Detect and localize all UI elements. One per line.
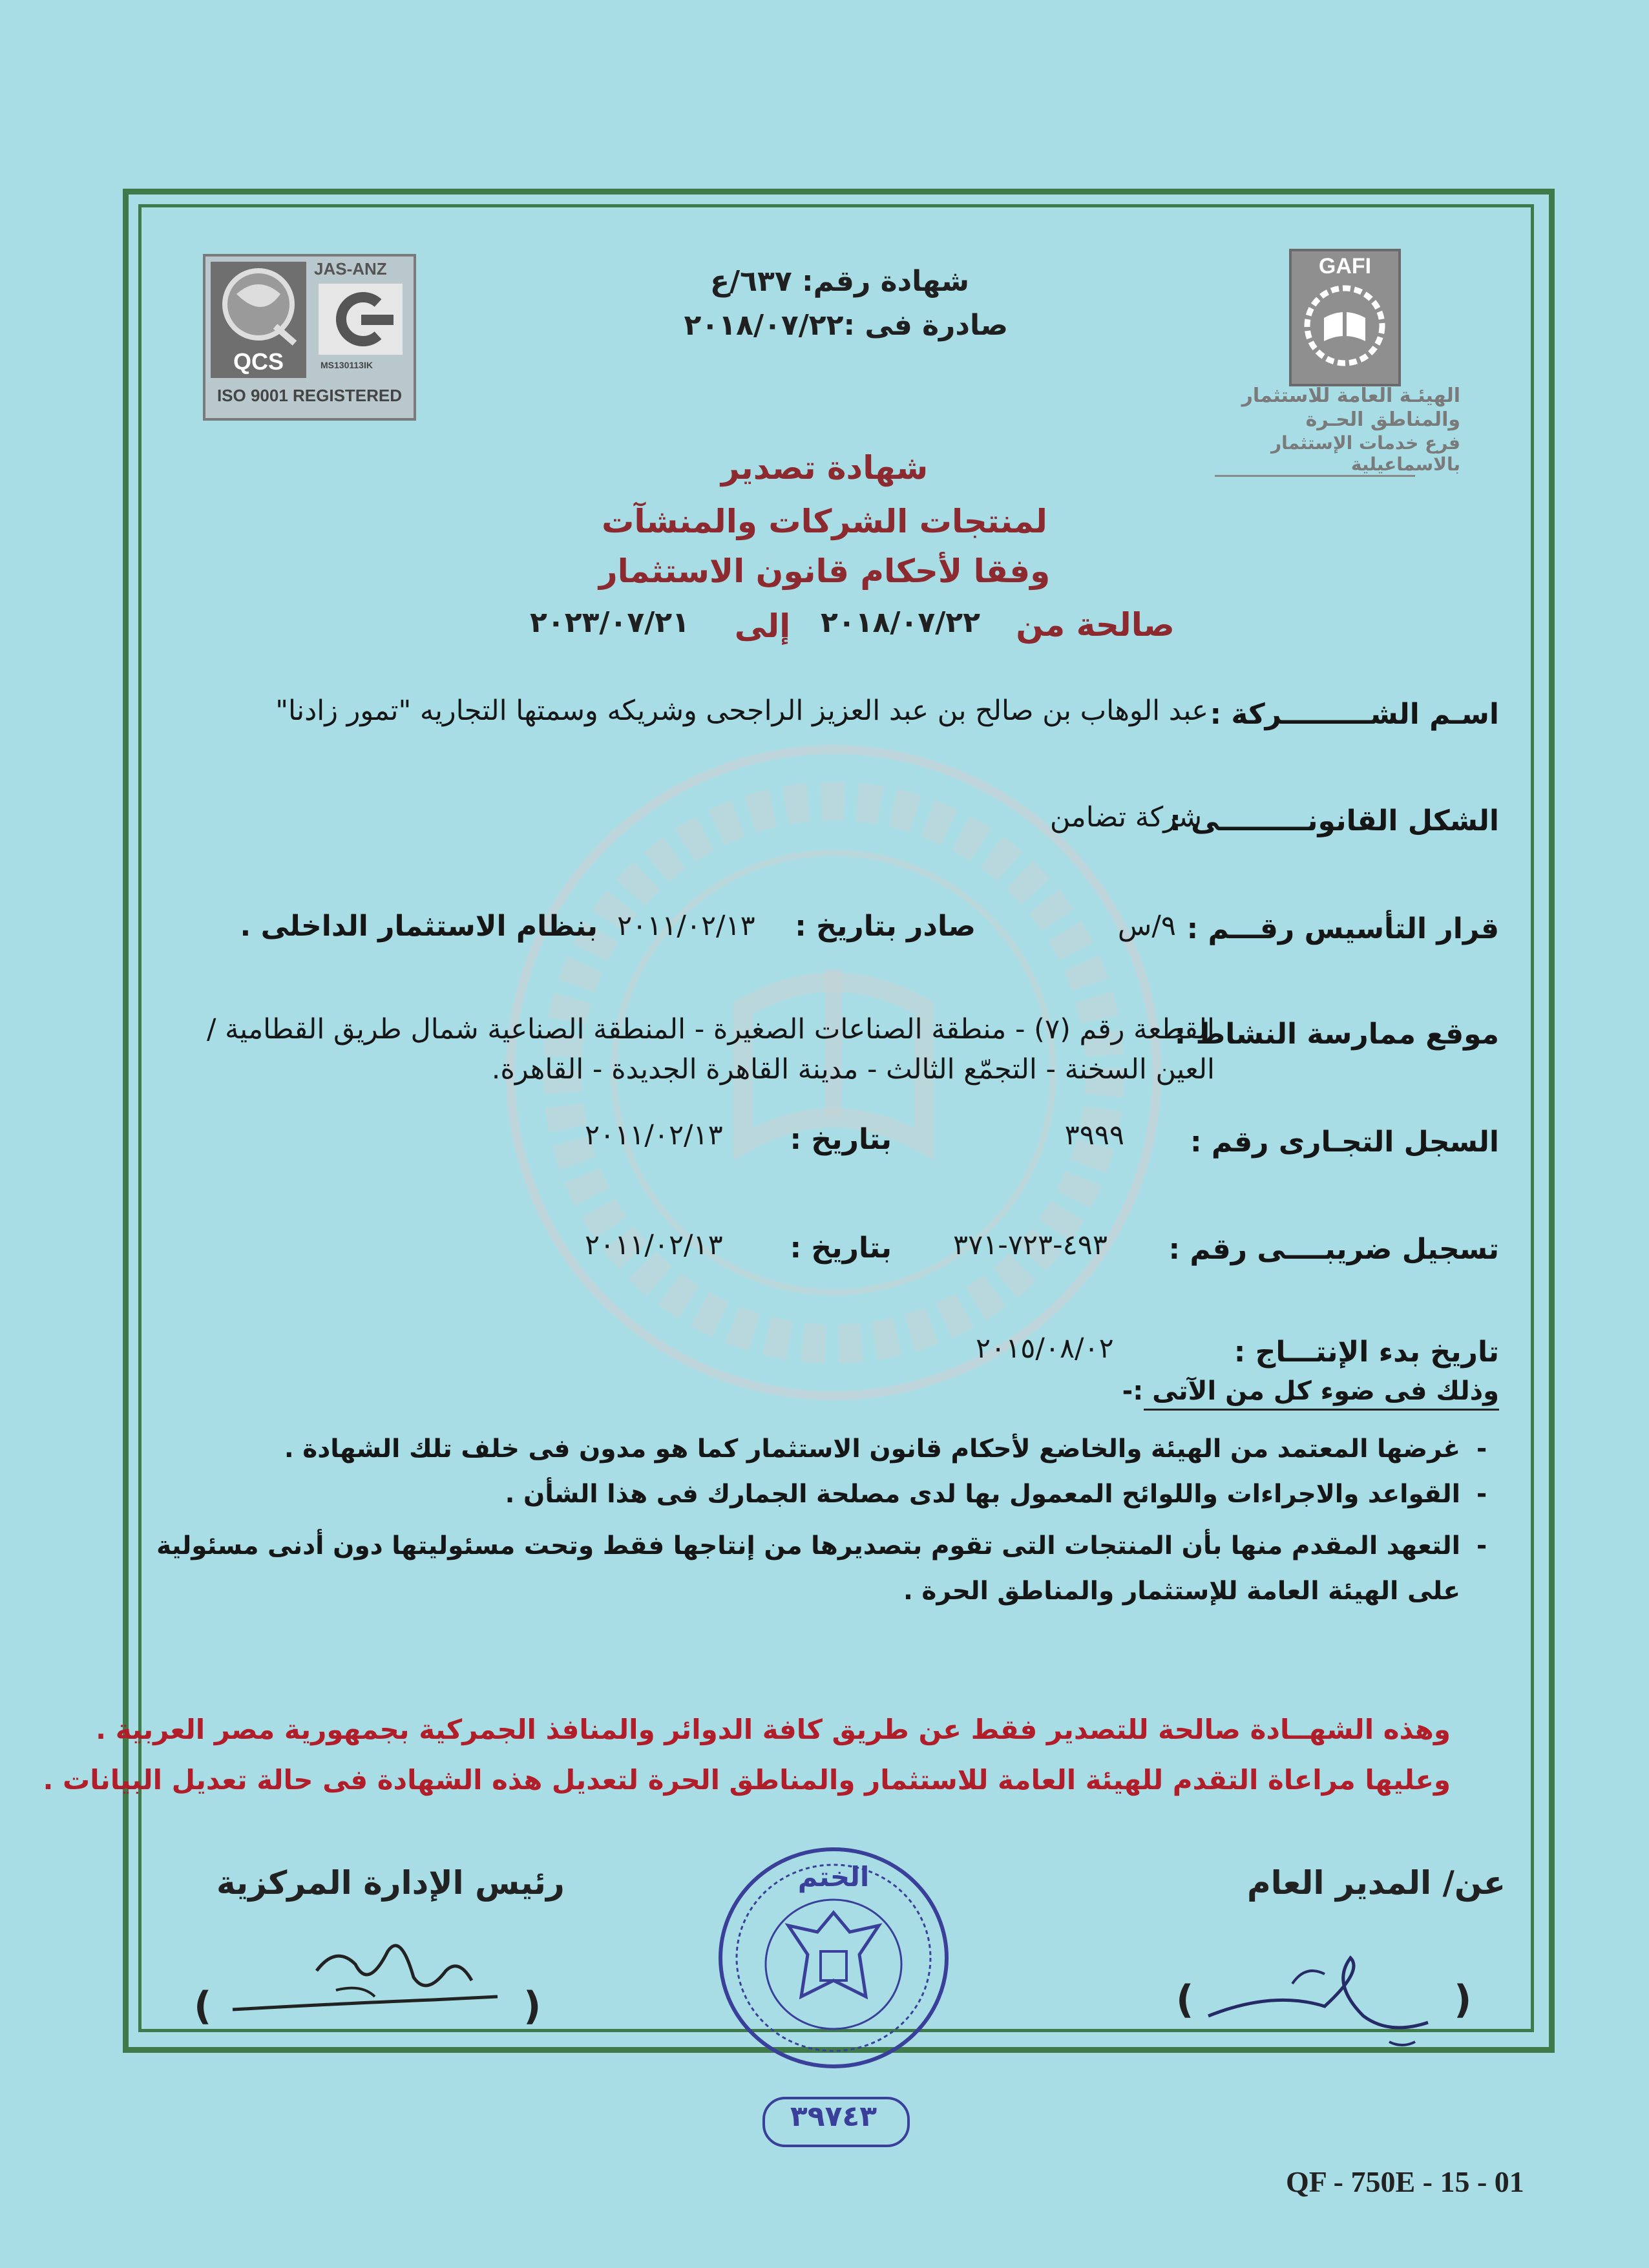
condition-2-dash: - bbox=[1476, 1480, 1487, 1509]
jas-anz-icon bbox=[319, 284, 403, 355]
commercial-register-number: ٣٩٩٩ bbox=[1064, 1119, 1124, 1151]
activity-location-label: موقع ممارسة النشاط : bbox=[1174, 1018, 1499, 1051]
commercial-register-date: ٢٠١١/٠٢/١٣ bbox=[585, 1119, 723, 1151]
stamp-label: الختم bbox=[797, 1861, 870, 1893]
validity-note-1: وهذه الشهــادة صالحة للتصدير فقط عن طريق كافة الدوائر والمنافذ الجمركية بجمهورية مصر العربية . bbox=[96, 1714, 1451, 1745]
qcs-badge-text: QCS bbox=[233, 348, 284, 375]
authority-underline bbox=[1215, 475, 1415, 477]
conditions-intro: وذلك فى ضوء كل من الآتى :- bbox=[1122, 1376, 1499, 1406]
tax-date-label: بتاريخ : bbox=[790, 1232, 892, 1265]
condition-2: القواعد والاجراءات واللوائح المعمول بها لدى مصلحة الجمارك فى هذا الشأن . bbox=[505, 1480, 1460, 1509]
conditions-intro-underline bbox=[1144, 1409, 1499, 1411]
title-line-3: وفقا لأحكام قانون الاستثمار bbox=[598, 552, 1051, 590]
general-manager-signature bbox=[1195, 1945, 1447, 2055]
condition-1: غرضها المعتمد من الهيئة والخاضع لأحكام قانون الاستثمار كما هو مدون فى خلف تلك الشهادة . bbox=[284, 1434, 1460, 1464]
gafi-logo bbox=[1289, 249, 1401, 386]
authority-name-1: الهيئـة العامة للاستثمار bbox=[1241, 384, 1460, 407]
founding-date: ٢٠١١/٠٢/١٣ bbox=[617, 910, 755, 942]
serial-number: ٣٩٧٤٣ bbox=[790, 2100, 877, 2133]
activity-location-line-2: العين السخنة - التجمّع الثالث - مدينة القاهرة الجديدة - القاهرة. bbox=[491, 1053, 1215, 1086]
investment-system: بنظام الاستثمار الداخلى . bbox=[240, 910, 598, 943]
validity-note-2: وعليها مراعاة التقدم للهيئة العامة للاستثمار والمناطق الحرة لتعديل هذه الشهادة فى حالة تعديل البيانات . bbox=[43, 1764, 1451, 1796]
official-stamp bbox=[711, 1835, 956, 2074]
form-code: QF - 750E - 15 - 01 bbox=[1286, 2165, 1524, 2198]
condition-3-continued: على الهيئة العامة للإستثمار والمناطق الحرة . bbox=[903, 1577, 1460, 1606]
iso-registered: ISO 9001 REGISTERED bbox=[216, 386, 403, 405]
founding-decree-label: قرار التأسيس رقـــم : bbox=[1186, 912, 1499, 945]
validity-from-label: صالحة من bbox=[1016, 606, 1175, 644]
issue-date: صادرة فى :٢٠١٨/٠٧/٢٢ bbox=[684, 309, 1008, 342]
central-administration-signature bbox=[220, 1919, 523, 2048]
founding-date-label: صادر بتاريخ : bbox=[795, 910, 976, 943]
gafi-logo-text: GAFI bbox=[1318, 254, 1372, 278]
title-line-2: لمنتجات الشركات والمنشآت bbox=[602, 503, 1047, 540]
gafi-emblem-icon bbox=[1292, 279, 1398, 376]
jas-anz-code: MS130113IK bbox=[320, 360, 373, 370]
legal-form-label: الشكل القانونـــــــــى : bbox=[1170, 804, 1499, 837]
qcs-badge bbox=[211, 262, 306, 378]
production-start-label: تاريخ بدء الإنتـــاج : bbox=[1234, 1336, 1499, 1369]
tax-registration-date: ٢٠١١/٠٢/١٣ bbox=[585, 1229, 723, 1261]
qcs-logo bbox=[203, 254, 416, 421]
production-start-date: ٢٠١٥/٠٨/٠٢ bbox=[976, 1332, 1114, 1365]
globe-icon bbox=[211, 262, 306, 346]
legal-form-value: شركة تضامن bbox=[1049, 801, 1202, 834]
ca-signature-paren-close: ) bbox=[523, 1984, 541, 2029]
tax-registration-label: تسجيل ضريبــــى رقم : bbox=[1168, 1233, 1499, 1266]
activity-location-line-1: القطعة رقم (٧) - منطقة الصناعات الصغيرة - المنطقة الصناعية شمال طريق القطامية / bbox=[206, 1013, 1215, 1045]
certificate-number: شهادة رقم: ٦٣٧/ع bbox=[710, 265, 969, 298]
authority-name-2: والمناطق الحـرة bbox=[1305, 408, 1460, 431]
central-administration-title: رئيس الإدارة المركزية bbox=[216, 1864, 565, 1902]
general-manager-title: عن/ المدير العام bbox=[1247, 1864, 1506, 1902]
authority-name-3: فرع خدمات الإستثمار بالاسماعيلية bbox=[1271, 432, 1460, 475]
condition-1-dash: - bbox=[1476, 1434, 1487, 1464]
company-name-value: عبد الوهاب بن صالح بن عبد العزيز الراجحى وشريكه وسمتها التجاريه "تمور زادنا" bbox=[275, 695, 1208, 727]
commercial-date-label: بتاريخ : bbox=[790, 1123, 892, 1156]
commercial-register-label: السجل التجـارى رقم : bbox=[1190, 1126, 1499, 1159]
validity-to-date: ٢٠٢٣/٠٧/٢١ bbox=[530, 606, 689, 639]
gm-signature-paren-close: ) bbox=[1454, 1977, 1472, 2022]
gm-signature-paren-open: ( bbox=[1176, 1977, 1194, 2022]
condition-3-dash: - bbox=[1476, 1531, 1487, 1560]
ca-signature-paren-open: ( bbox=[194, 1984, 212, 2029]
title-line-1: شهادة تصدير bbox=[720, 449, 929, 487]
tax-registration-number: ٤٩٣-٧٢٣-٣٧١ bbox=[953, 1229, 1108, 1261]
founding-decree-number: ٩/س bbox=[1117, 910, 1176, 942]
condition-3: التعهد المقدم منها بأن المنتجات التى تقوم بتصديرها من إنتاجها فقط وتحت مسئوليتها دون أدنى مسئولية bbox=[156, 1531, 1460, 1560]
validity-from-date: ٢٠١٨/٠٧/٢٢ bbox=[821, 606, 980, 639]
jas-anz-text: JAS-ANZ bbox=[314, 259, 387, 278]
company-name-label: اسـم الشـــــــــركة : bbox=[1210, 698, 1499, 731]
validity-to-label: إلى bbox=[734, 607, 791, 645]
